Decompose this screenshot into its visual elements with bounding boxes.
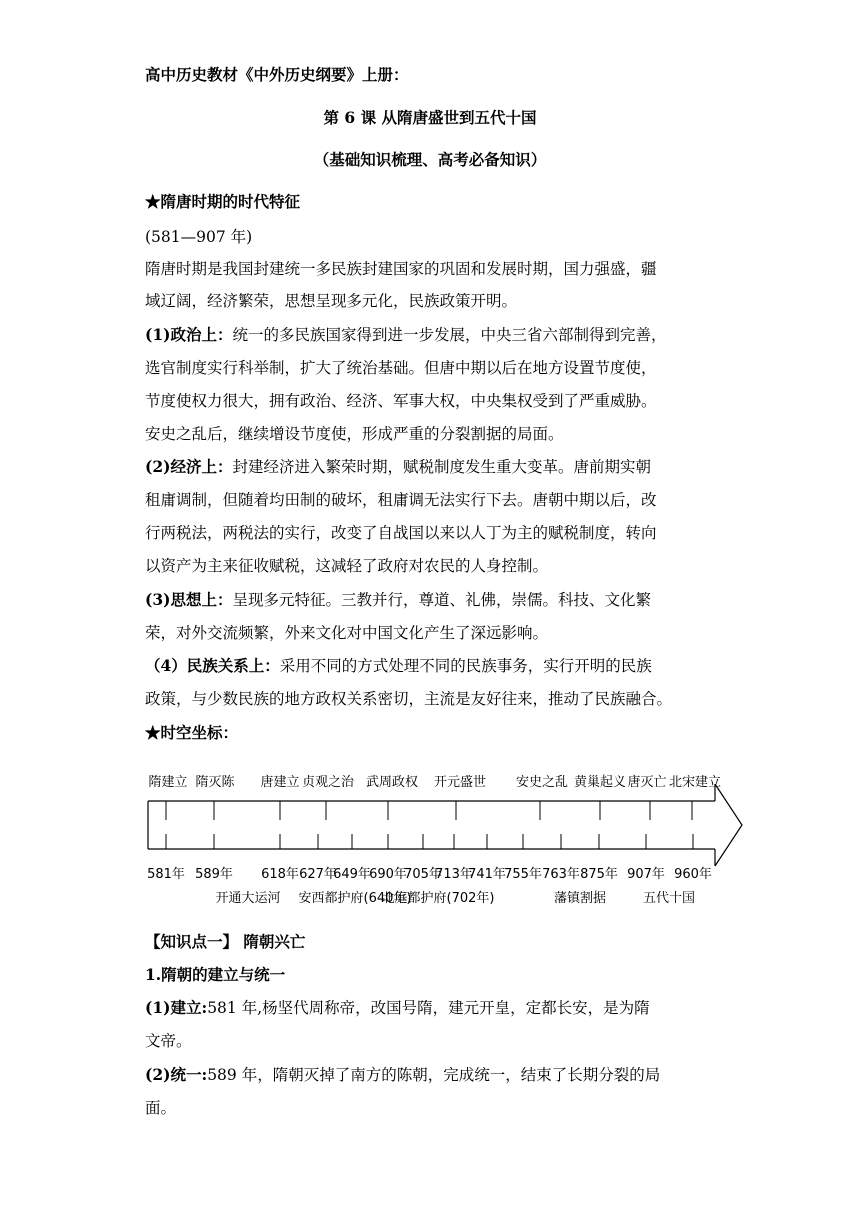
- founding-label: (1)建立:: [145, 998, 208, 1017]
- timeline-arrow-head: [715, 784, 742, 866]
- economy-line-2: 租庸调制，但随着均田制的破坏，租庸调无法实行下去。唐朝中期以后，改: [145, 491, 657, 509]
- timeline-event-label: 隋建立: [148, 775, 188, 790]
- section-heading-knowledge-point-1: 【知识点一】 隋朝兴亡: [145, 932, 306, 951]
- timeline-event-label: 武周政权: [365, 775, 419, 790]
- timeline-year-label: 690年: [369, 867, 407, 882]
- ethnic-paragraph-line-1: [145, 655, 725, 677]
- timeline-year-label: 649年: [333, 867, 371, 882]
- founding-paragraph-line-1: [145, 997, 725, 1019]
- timeline-bottom-label: 藩镇割据: [553, 891, 607, 906]
- timeline-bottom-label: 北庭都护府(702年): [381, 891, 495, 906]
- timeline-year-label: 705年: [404, 867, 442, 882]
- timeline-event-label: 黄巢起义: [573, 775, 627, 790]
- timeline-year-label: 875年: [580, 867, 618, 882]
- politics-line-4: 安史之乱后，继续增设节度使，形成严重的分裂割据的局面。: [145, 425, 564, 443]
- founding-text: 581 年,杨坚代周称帝，改国号隋，建元开皇，定都长安，是为隋: [207, 999, 650, 1017]
- economy-line-4: 以资产为主来征收赋税，这减轻了政府对农民的人身控制。: [145, 557, 549, 575]
- section-heading-features: ★隋唐时期的时代特征: [145, 192, 301, 211]
- timeline-event-label: 贞观之治: [301, 775, 355, 790]
- timeline-figure: [140, 760, 750, 920]
- politics-line-2: 选官制度实行科举制，扩大了统治基础。但唐中期以后在地方设置节度使，: [145, 359, 657, 377]
- timeline-bottom-label: 开通大运河: [215, 891, 281, 906]
- timeline-year-label: 907年: [627, 867, 665, 882]
- ethnic-label: （4）民族关系上：: [145, 656, 280, 675]
- timeline-event-label: 唐建立: [260, 775, 300, 790]
- unification-line-2: 面。: [145, 1099, 177, 1117]
- thought-text: 呈现多元特征。三教并行，尊道、礼佛，崇儒。科技、文化繁: [232, 591, 651, 609]
- timeline-event-label: 安史之乱: [515, 775, 569, 790]
- timeline-year-label: 763年: [542, 867, 580, 882]
- timeline-year-label: 618年: [261, 867, 299, 882]
- timeline-year-label: 741年: [468, 867, 506, 882]
- timeline-event-label: 隋灭陈: [195, 775, 235, 790]
- economy-text: 封建经济进入繁荣时期，赋税制度发生重大变革。唐前期实朝: [232, 458, 651, 476]
- timeline-year-label: 627年: [299, 867, 337, 882]
- section-heading-timeline: ★时空坐标：: [145, 723, 239, 742]
- intro-line-2: 域辽阔，经济繁荣，思想呈现多元化，民族政策开明。: [145, 292, 518, 310]
- unification-paragraph-line-1: [145, 1064, 725, 1086]
- timeline-year-label: 589年: [195, 867, 233, 882]
- period-range: (581—907 年): [145, 228, 253, 246]
- timeline-bottom-label: 安西都护府(640年): [298, 891, 412, 906]
- founding-line-2: 文帝。: [145, 1032, 192, 1050]
- politics-text: 统一的多民族国家得到进一步发展，中央三省六部制得到完善，: [232, 326, 667, 344]
- intro-line-1: 隋唐时期是我国封建统一多民族封建国家的巩固和发展时期，国力强盛，疆: [145, 260, 657, 278]
- unification-text: 589 年，隋朝灭掉了南方的陈朝，完成统一，结束了长期分裂的局: [207, 1066, 661, 1084]
- thought-line-2: 荣，对外交流频繁，外来文化对中国文化产生了深远影响。: [145, 624, 549, 642]
- politics-paragraph-line-1: [145, 324, 725, 346]
- economy-line-3: 行两税法，两税法的实行，改变了自战国以来以人丁为主的赋税制度，转向: [145, 524, 657, 542]
- lesson-title: 第 6 课 从隋唐盛世到五代十国: [323, 108, 537, 127]
- timeline-event-label: 北宋建立: [668, 775, 722, 790]
- timeline-year-label: 713年: [435, 867, 473, 882]
- timeline-year-label: 755年: [504, 867, 542, 882]
- timeline-event-label: 唐灭亡: [627, 775, 667, 790]
- economy-paragraph-line-1: [145, 456, 725, 478]
- politics-label: (1)政治上：: [145, 325, 233, 344]
- thought-label: (3)思想上：: [145, 590, 233, 609]
- politics-line-3: 节度使权力很大，拥有政治、经济、军事大权，中央集权受到了严重威胁。: [145, 392, 657, 410]
- document-header: 高中历史教材《中外历史纲要》上册：: [145, 65, 409, 84]
- ethnic-text: 采用不同的方式处理不同的民族事务，实行开明的民族: [279, 657, 652, 675]
- timeline-bottom-label: 五代十国: [642, 891, 696, 906]
- lesson-subtitle: （基础知识梳理、高考必备知识）: [313, 150, 547, 169]
- timeline-year-label: 581年: [147, 867, 185, 882]
- thought-paragraph-line-1: [145, 589, 725, 611]
- sub-heading-sui-founding: 1.隋朝的建立与统一: [145, 965, 286, 984]
- ethnic-line-2: 政策，与少数民族的地方政权关系密切，主流是友好往来，推动了民族融合。: [145, 690, 673, 708]
- timeline-year-label: 960年: [674, 867, 712, 882]
- unification-label: (2)统一:: [145, 1065, 208, 1084]
- economy-label: (2)经济上：: [145, 457, 233, 476]
- timeline-event-label: 开元盛世: [433, 775, 487, 790]
